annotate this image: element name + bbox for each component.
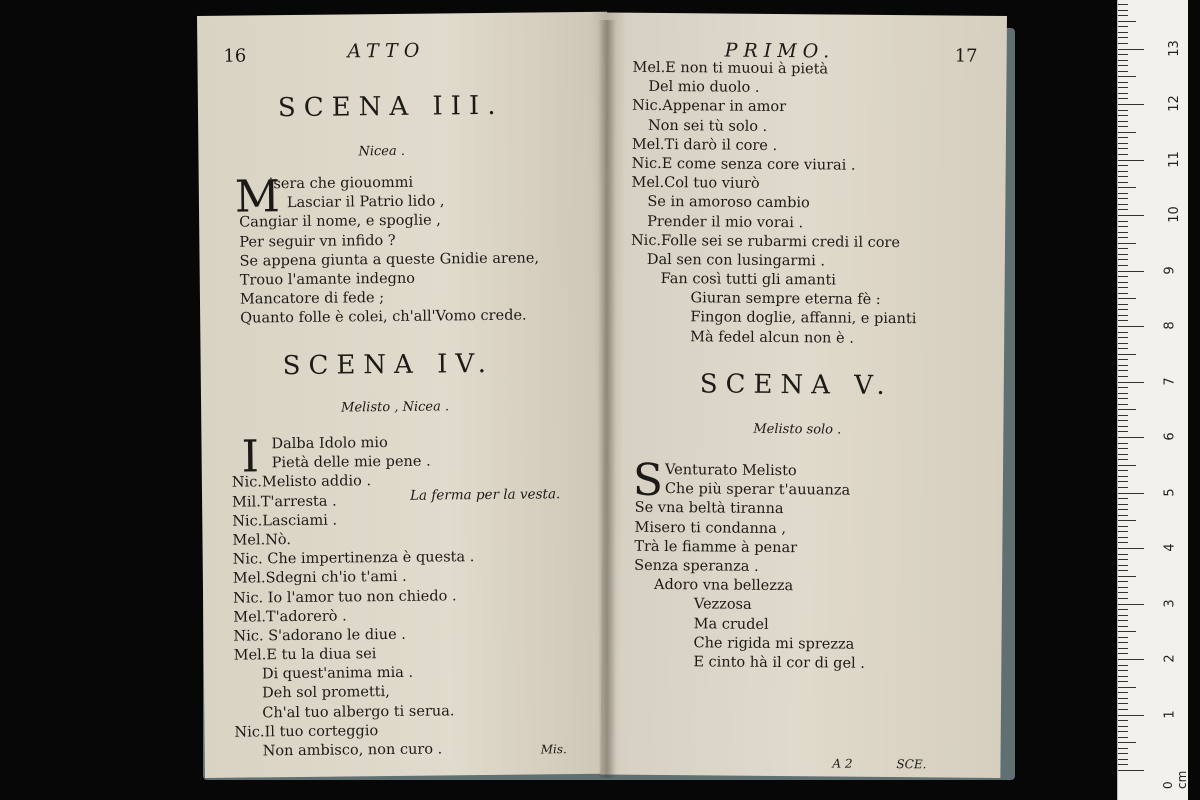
text-line: Mancatore di fede ; [239, 290, 385, 308]
ruler-tick [1118, 304, 1128, 305]
ruler-tick [1118, 21, 1136, 22]
ruler-label: 3 [1162, 598, 1178, 608]
text-line: Di quest'anima mia . [261, 665, 414, 683]
ruler-tick [1118, 548, 1144, 549]
ruler-tick [1118, 165, 1128, 166]
ruler-tick [1118, 493, 1144, 494]
ruler-tick [1118, 459, 1128, 460]
ruler-tick [1118, 542, 1128, 543]
ruler-label: 8 [1162, 321, 1178, 330]
text-line: Nic.E come senza core viurai . [631, 155, 856, 174]
ruler-tick [1118, 609, 1128, 610]
ruler-tick [1118, 204, 1128, 205]
ruler-tick [1118, 737, 1128, 738]
ruler-tick [1118, 570, 1128, 571]
ruler-unit-label: 0 cm [1161, 770, 1189, 789]
ruler-tick [1118, 359, 1128, 360]
scene-4-dropcap: I [241, 431, 260, 483]
ruler-tick [1118, 631, 1136, 632]
text-line: E cinto hà il cor di gel . [693, 654, 865, 672]
text-line: Adoro vna bellezza [653, 577, 794, 595]
ruler-label: 4 [1162, 543, 1178, 552]
ruler-tick [1118, 243, 1136, 244]
text-line: Senza speranza . [634, 557, 759, 575]
ruler-tick [1118, 71, 1128, 72]
ruler-tick [1118, 653, 1128, 654]
ruler-tick [1118, 665, 1128, 666]
ruler-tick [1118, 26, 1128, 27]
text-line: Che rigida mi sprezza [693, 634, 855, 653]
stage-direction: La ferma per la vesta. [409, 486, 561, 504]
text-line: isera che giouommi [268, 174, 414, 193]
ruler-tick [1118, 93, 1128, 94]
left-running-head: ATTO [347, 39, 426, 63]
text-line: Vezzosa [693, 596, 752, 614]
ruler-tick [1118, 193, 1128, 194]
right-catchword: SCE. [896, 757, 927, 772]
ruler-tick [1118, 382, 1144, 383]
ruler-tick [1118, 626, 1128, 627]
text-line: Mel.Col tuo viurò [631, 174, 760, 192]
ruler-tick [1118, 315, 1128, 316]
ruler-tick [1118, 298, 1136, 299]
scene-3-speakers: Nicea . [358, 143, 406, 160]
ruler-tick [1118, 437, 1144, 438]
ruler-tick [1118, 409, 1136, 410]
ruler-tick [1118, 726, 1128, 727]
right-running-head: PRIMO. [724, 39, 836, 63]
ruler-label: 12 [1166, 95, 1182, 112]
text-line: Nic. Io l'amor tuo non chiedo . [233, 587, 457, 607]
ruler-tick [1118, 681, 1128, 682]
ruler-tick [1118, 554, 1128, 555]
ruler-tick [1118, 509, 1128, 510]
scene-3-title: SCENA III. [277, 90, 504, 124]
ruler-tick [1118, 742, 1136, 743]
ruler-tick [1118, 49, 1144, 50]
ruler-tick [1118, 176, 1128, 177]
ruler-tick [1118, 326, 1144, 327]
ruler-tick [1118, 592, 1128, 593]
text-line: Mel.Sdegni ch'io t'ami . [232, 569, 407, 587]
ruler-tick [1118, 448, 1128, 449]
ruler-tick [1118, 709, 1128, 710]
ruler-tick [1118, 132, 1136, 133]
continued-dialogue [630, 59, 919, 349]
ruler-tick [1118, 226, 1128, 227]
scene-4-speakers: Melisto , Nicea . [341, 399, 450, 416]
scene-3-text [239, 172, 540, 329]
ruler-tick [1118, 515, 1128, 516]
text-line: Venturato Melisto [664, 462, 797, 480]
text-line: Del mio duolo . [648, 79, 760, 97]
ruler-tick [1118, 32, 1128, 33]
open-book [193, 16, 1023, 786]
text-line: Quanto folle è colei, ch'all'Vomo crede. [240, 307, 527, 327]
ruler-tick [1118, 498, 1128, 499]
ruler-tick [1118, 265, 1128, 266]
text-line: Che più sperar t'auuanza [664, 481, 851, 499]
text-line: Nic.Folle sei se rubarmi credi il core [630, 232, 901, 251]
ruler-tick [1118, 76, 1136, 77]
ruler-tick [1118, 387, 1128, 388]
ruler-tick [1118, 431, 1128, 432]
ruler-tick [1118, 10, 1128, 11]
ruler-tick [1118, 343, 1128, 344]
ruler-tick [1118, 393, 1128, 394]
ruler-tick [1118, 276, 1128, 277]
text-line: Nic. Che impertinenza è questa . [232, 549, 475, 568]
text-line: Se vna beltà tiranna [634, 500, 784, 518]
ruler-tick [1118, 598, 1128, 599]
ruler-tick [1118, 692, 1128, 693]
ruler-tick [1118, 4, 1128, 5]
ruler-tick [1118, 620, 1128, 621]
ruler-tick [1118, 587, 1128, 588]
ruler-label: 9 [1162, 265, 1178, 275]
ruler-tick [1118, 426, 1128, 427]
scene-4-text [231, 433, 476, 762]
ruler-tick [1118, 404, 1128, 405]
text-line: Mel.E tu la diua sei [233, 646, 377, 664]
text-line: Ma crudel [693, 615, 769, 633]
text-line: Nic.Il tuo corteggio [234, 722, 379, 741]
scene-5-text [632, 454, 866, 674]
ruler-tick [1118, 121, 1128, 122]
text-line: Mà fedel alcun non è . [690, 328, 854, 347]
ruler-tick [1118, 420, 1128, 421]
text-line: Giuran sempre eterna fè : [690, 290, 881, 309]
ruler-tick [1118, 476, 1128, 477]
scene-5-dropcap: S [632, 454, 664, 507]
ruler-tick [1118, 354, 1136, 355]
ruler-tick [1118, 376, 1128, 377]
ruler-tick [1118, 60, 1128, 61]
ruler-tick [1118, 187, 1136, 188]
ruler-tick [1118, 604, 1144, 605]
right-page [600, 13, 1007, 778]
ruler-tick [1118, 43, 1128, 44]
ruler-tick [1118, 731, 1128, 732]
ruler-tick [1118, 720, 1128, 721]
text-line: Prender il mio vorai . [647, 213, 804, 231]
ruler-tick [1118, 15, 1128, 16]
ruler-tick [1118, 659, 1144, 660]
ruler-tick [1118, 637, 1128, 638]
ruler-tick [1118, 215, 1144, 216]
ruler-tick [1118, 365, 1128, 366]
ruler-tick [1118, 537, 1128, 538]
ruler-tick [1118, 148, 1128, 149]
ruler-tick [1118, 182, 1128, 183]
text-line: Se in amoroso cambio [647, 194, 810, 212]
ruler-tick [1118, 337, 1128, 338]
ruler-tick [1118, 282, 1128, 283]
ruler-tick [1118, 237, 1128, 238]
text-line: Nic. S'adorano le diue . [233, 626, 406, 645]
ruler-tick [1118, 87, 1128, 88]
ruler-tick [1118, 98, 1128, 99]
ruler-tick [1118, 753, 1128, 754]
ruler-tick [1118, 259, 1128, 260]
book-gutter [598, 20, 616, 778]
ruler-tick [1118, 320, 1128, 321]
ruler-tick [1118, 154, 1128, 155]
text-line: Mel.T'adorerò . [233, 608, 347, 626]
ruler-tick [1118, 759, 1128, 760]
ruler-tick [1118, 670, 1128, 671]
ruler-tick [1118, 309, 1128, 310]
text-line: Dal sen con lusingarmi . [646, 251, 826, 270]
ruler-tick [1118, 37, 1128, 38]
ruler-tick [1118, 137, 1128, 138]
ruler-tick [1118, 232, 1128, 233]
text-line: Mil.T'arresta . [232, 493, 337, 511]
text-line: Lasciar il Patrio lido , [286, 193, 445, 212]
ruler-tick [1118, 648, 1128, 649]
ruler-tick [1118, 576, 1136, 577]
ruler-tick [1118, 764, 1128, 765]
ruler-tick [1118, 770, 1144, 771]
ruler-tick [1118, 54, 1128, 55]
scene-3-dropcap: M [234, 171, 281, 223]
ruler-tick [1118, 143, 1128, 144]
ruler-tick [1118, 126, 1128, 127]
ruler-tick [1118, 171, 1128, 172]
ruler-tick [1118, 581, 1128, 582]
ruler-label: 11 [1166, 150, 1182, 168]
ruler-tick [1118, 526, 1128, 527]
text-line: Trouo l'amante indegno [239, 270, 416, 289]
ruler-tick [1118, 254, 1128, 255]
ruler-tick [1118, 370, 1128, 371]
ruler-tick [1118, 642, 1128, 643]
ruler-tick [1118, 160, 1144, 161]
text-line: Fan così tutti gli amanti [660, 271, 837, 289]
ruler-tick [1118, 470, 1128, 471]
ruler-tick [1118, 715, 1144, 716]
ruler-tick [1118, 198, 1128, 199]
ruler-label: 10 [1166, 206, 1182, 223]
text-line: Ch'al tuo albergo ti serua. [262, 702, 455, 721]
ruler-tick [1118, 332, 1128, 333]
text-line: Fingon doglie, affanni, e pianti [690, 309, 917, 328]
text-line: Mel.E non ti muoui à pietà [632, 59, 829, 78]
ruler-tick [1118, 443, 1128, 444]
ruler-tick [1118, 487, 1128, 488]
ruler-tick [1118, 454, 1128, 455]
text-line: Deh sol prometti, [262, 684, 390, 702]
ruler-tick [1118, 287, 1128, 288]
ruler-tick [1118, 504, 1128, 505]
ruler-tick [1118, 687, 1136, 688]
ruler-tick [1118, 221, 1128, 222]
ruler-tick [1118, 481, 1128, 482]
ruler-label: 2 [1162, 654, 1178, 663]
ruler-tick [1118, 398, 1128, 399]
ruler-tick [1118, 82, 1128, 83]
ruler-tick [1118, 209, 1128, 210]
text-line: Trà le fiamme à penar [634, 538, 798, 556]
text-line: Mel.Ti darò il core . [631, 136, 778, 154]
ruler-tick [1118, 271, 1144, 272]
ruler-tick [1118, 65, 1128, 66]
text-line: Nic.Appenar in amor [632, 98, 787, 116]
text-line: Misero ti condanna , [634, 519, 787, 537]
signature-mark: A 2 [832, 756, 853, 771]
left-page-number: 16 [223, 45, 247, 67]
ruler-label: 7 [1162, 376, 1178, 386]
ruler-tick [1118, 465, 1136, 466]
ruler-tick [1118, 110, 1128, 111]
text-line: Cangiar il nome, e spoglie , [239, 212, 441, 231]
ruler-tick [1118, 348, 1128, 349]
text-line: Per seguir vn infido ? [239, 232, 396, 251]
ruler-tick [1118, 531, 1128, 532]
left-page [197, 12, 615, 778]
ruler-tick [1118, 676, 1128, 677]
scene-5-title: SCENA V. [699, 369, 893, 402]
measuring-ruler [1117, 0, 1188, 800]
scene-5-speakers: Melisto solo . [753, 421, 842, 438]
ruler-tick [1118, 115, 1128, 116]
ruler-label: 1 [1162, 709, 1178, 719]
text-line: Non sei tù solo . [647, 117, 768, 135]
text-line: Pietà delle mie pene . [271, 453, 431, 472]
ruler-tick [1118, 293, 1128, 294]
ruler-tick [1118, 248, 1128, 249]
ruler-label: 6 [1162, 432, 1178, 441]
ruler-tick [1118, 415, 1128, 416]
text-line: Nic.Lasciami . [232, 512, 338, 530]
text-line: Se appena giunta a queste Gnidie arene, [239, 250, 540, 270]
scene-4-title: SCENA IV. [282, 348, 495, 382]
ruler-tick [1118, 559, 1128, 560]
ruler-tick [1118, 615, 1128, 616]
text-line: Non ambisco, non curo . [262, 741, 443, 760]
text-line: Nic.Melisto addio . [231, 473, 372, 492]
ruler-tick [1118, 565, 1128, 566]
text-line: Dalba Idolo mio [271, 435, 388, 453]
ruler-tick [1118, 520, 1136, 521]
right-page-number: 17 [954, 45, 978, 67]
text-line: Mel.Nò. [232, 531, 292, 549]
ruler-tick [1118, 698, 1128, 699]
ruler-tick [1118, 703, 1128, 704]
ruler-tick [1118, 748, 1128, 749]
ruler-label: 5 [1162, 487, 1178, 497]
left-catchword: Mis. [540, 742, 567, 757]
ruler-label: 13 [1166, 39, 1182, 57]
ruler-tick [1118, 104, 1144, 105]
